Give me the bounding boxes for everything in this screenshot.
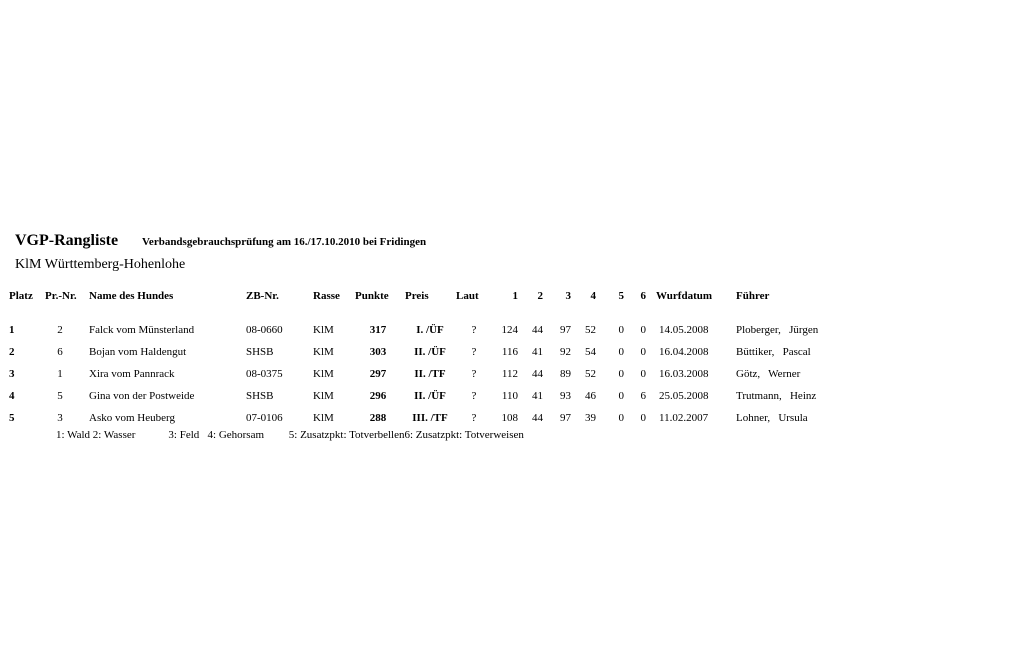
cell-punkte: 296	[369, 390, 387, 402]
page-title-detail: Verbandsgebrauchsprüfung am 16./17.10.2010 bei Fridingen	[142, 236, 427, 248]
cell-f3: 89	[560, 368, 571, 380]
cell-prnr: 5	[57, 390, 63, 402]
cell-f4: 52	[585, 368, 596, 380]
cell-name: Xira vom Pannrack	[89, 368, 175, 380]
cell-f2: 41	[532, 390, 543, 402]
cell-punkte: 297	[369, 368, 387, 380]
header-preis: Preis	[405, 290, 429, 302]
cell-f1: 108	[501, 412, 518, 424]
header-f1: 1	[512, 290, 518, 302]
cell-fuehrer: Lohner, Ursula	[736, 412, 808, 424]
cell-f5: 0	[618, 346, 624, 358]
header-zbnr: ZB-Nr.	[246, 290, 279, 302]
cell-zbnr: SHSB	[246, 390, 274, 402]
header-f2: 2	[537, 290, 543, 302]
cell-laut: ?	[471, 412, 477, 424]
cell-rasse: KlM	[313, 346, 334, 358]
cell-prnr: 2	[57, 324, 63, 336]
cell-name: Falck vom Münsterland	[89, 324, 195, 336]
cell-f2: 41	[532, 346, 543, 358]
cell-platz: 5	[9, 412, 15, 424]
cell-f1: 112	[501, 368, 518, 380]
cell-rasse: KlM	[313, 412, 334, 424]
cell-f5: 0	[618, 390, 624, 402]
cell-zbnr: 08-0375	[246, 368, 283, 380]
legend-footer: 1: Wald 2: Wasser 3: Feld 4: Gehorsam 5: Zusatzpkt: Totverbellen6: Zusatzpkt: Totverweisen	[56, 429, 524, 441]
cell-platz: 2	[9, 346, 15, 358]
cell-punkte: 303	[369, 346, 387, 358]
cell-name: Bojan vom Haldengut	[89, 346, 187, 358]
cell-laut: ?	[471, 324, 477, 336]
cell-f4: 39	[585, 412, 596, 424]
page-subtitle: KlM Württemberg-Hohenlohe	[15, 257, 186, 272]
cell-f1: 116	[501, 346, 518, 358]
cell-platz: 3	[9, 368, 15, 380]
cell-wurfdatum: 11.02.2007	[659, 412, 709, 424]
cell-preis: I. /ÜF	[416, 324, 444, 336]
cell-f3: 97	[560, 324, 571, 336]
cell-platz: 4	[9, 390, 15, 402]
header-punkte: Punkte	[355, 290, 389, 302]
header-f4: 4	[590, 290, 596, 302]
cell-prnr: 3	[57, 412, 63, 424]
cell-zbnr: 07-0106	[246, 412, 283, 424]
cell-f2: 44	[532, 368, 543, 380]
cell-f5: 0	[618, 368, 624, 380]
cell-laut: ?	[471, 346, 477, 358]
cell-f4: 46	[585, 390, 596, 402]
cell-name: Asko vom Heuberg	[89, 412, 175, 424]
cell-preis: II. /TF	[414, 368, 446, 380]
cell-platz: 1	[9, 324, 15, 336]
cell-prnr: 6	[57, 346, 63, 358]
header-name: Name des Hundes	[89, 290, 174, 302]
cell-rasse: KlM	[313, 324, 334, 336]
cell-prnr: 1	[57, 368, 63, 380]
cell-f5: 0	[618, 412, 624, 424]
cell-fuehrer: Götz, Werner	[736, 368, 801, 380]
cell-f1: 124	[501, 324, 518, 336]
cell-f6: 0	[640, 346, 646, 358]
cell-wurfdatum: 25.05.2008	[659, 390, 709, 402]
cell-f4: 52	[585, 324, 596, 336]
header-rasse: Rasse	[313, 290, 340, 302]
cell-rasse: KlM	[313, 390, 334, 402]
cell-f2: 44	[532, 412, 543, 424]
cell-fuehrer: Ploberger, Jürgen	[736, 324, 819, 336]
cell-name: Gina von der Postweide	[89, 390, 195, 402]
header-platz: Platz	[9, 290, 33, 302]
header-f5: 5	[618, 290, 624, 302]
cell-laut: ?	[471, 390, 477, 402]
cell-f4: 54	[585, 346, 596, 358]
page-title: VGP-Rangliste	[15, 232, 119, 249]
cell-punkte: 317	[369, 324, 387, 336]
cell-fuehrer: Trutmann, Heinz	[736, 390, 817, 402]
cell-zbnr: 08-0660	[246, 324, 283, 336]
header-fuehrer: Führer	[736, 290, 770, 302]
cell-laut: ?	[471, 368, 477, 380]
cell-f6: 0	[640, 412, 646, 424]
cell-wurfdatum: 16.04.2008	[659, 346, 709, 358]
cell-rasse: KlM	[313, 368, 334, 380]
header-laut: Laut	[456, 290, 479, 302]
cell-f6: 0	[640, 368, 646, 380]
header-wurfdatum: Wurfdatum	[656, 290, 713, 302]
cell-preis: III. /TF	[412, 412, 448, 424]
cell-zbnr: SHSB	[246, 346, 274, 358]
cell-f5: 0	[618, 324, 624, 336]
cell-wurfdatum: 14.05.2008	[659, 324, 709, 336]
cell-f3: 97	[560, 412, 571, 424]
header-prnr: Pr.-Nr.	[45, 290, 77, 302]
header-f3: 3	[565, 290, 571, 302]
cell-f1: 110	[501, 390, 518, 402]
cell-preis: II. /ÜF	[414, 390, 446, 402]
cell-wurfdatum: 16.03.2008	[659, 368, 709, 380]
cell-f3: 92	[560, 346, 571, 358]
cell-f2: 44	[532, 324, 543, 336]
cell-preis: II. /ÜF	[414, 346, 446, 358]
header-f6: 6	[640, 290, 646, 302]
cell-f3: 93	[560, 390, 571, 402]
cell-punkte: 288	[369, 412, 387, 424]
cell-f6: 0	[640, 324, 646, 336]
cell-f6: 6	[640, 390, 646, 402]
cell-fuehrer: Büttiker, Pascal	[736, 346, 811, 358]
